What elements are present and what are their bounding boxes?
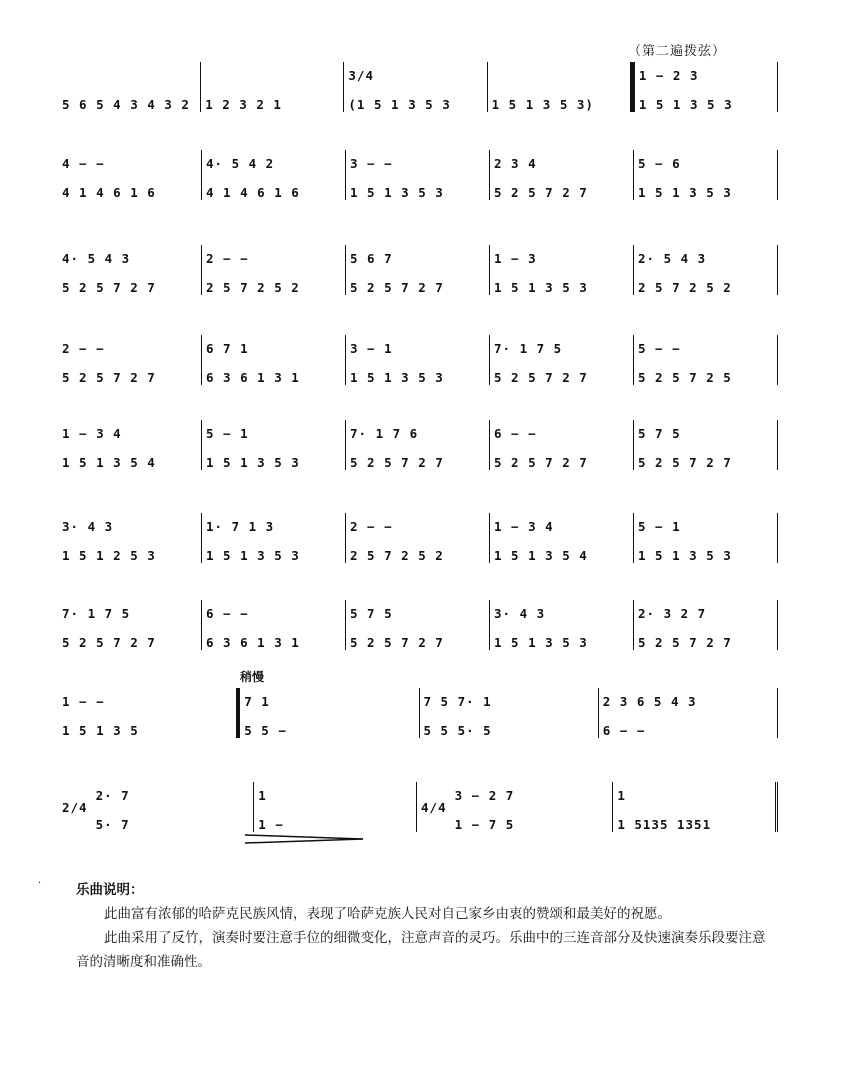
upper-voice: 3· 4 3 — [494, 606, 546, 621]
upper-voice: 1 − 2 3 — [638, 68, 699, 83]
lower-voice: 1 5 1 3 5 3) — [491, 97, 594, 112]
upper-voice — [62, 62, 196, 68]
measure — [58, 688, 240, 738]
lower-voice: 1 5 1 3 5 3 — [638, 548, 732, 563]
measure — [346, 513, 490, 563]
lower-voice: 2 5 7 2 5 2 — [638, 280, 732, 295]
measure — [634, 420, 778, 470]
lower-voice: 4 1 4 6 1 6 — [206, 185, 300, 200]
time-signature-value: 2/4 — [62, 799, 88, 815]
upper-voice — [205, 62, 339, 68]
tempo-mark: 稍慢 — [240, 670, 265, 684]
lower-voice: 5 2 5 7 2 7 — [62, 370, 156, 385]
upper-voice: 1 − 3 4 — [494, 519, 554, 534]
lower-voice: 5 2 5 7 2 7 — [494, 455, 588, 470]
lower-voice: 2 5 7 2 5 2 — [206, 280, 300, 295]
margin-mark: · — [38, 878, 42, 889]
lower-voice: 5 2 5 7 2 7 — [350, 455, 444, 470]
upper-voice: 5 6 7 — [350, 251, 393, 266]
upper-voice: 5 − 1 — [638, 519, 681, 534]
score-system — [58, 513, 778, 573]
score-system — [58, 688, 778, 748]
upper-voice: 2 − − — [62, 341, 105, 356]
measure — [490, 245, 634, 295]
measure — [58, 62, 201, 112]
upper-voice: 3 − − — [350, 156, 393, 171]
measure — [634, 513, 778, 563]
upper-voice: 4· 5 4 3 — [62, 251, 131, 266]
measure — [202, 245, 346, 295]
measure — [346, 150, 490, 200]
fermata-note: 1 — [258, 788, 267, 803]
lower-voice: 5 5 5· 5 — [423, 723, 492, 738]
upper-voice: 2· 5 4 3 — [638, 251, 707, 266]
upper-voice: 2 − − — [350, 519, 393, 534]
time-signature-value: 4/4 — [421, 799, 447, 815]
upper-voice: 1· 7 1 3 — [206, 519, 275, 534]
measure — [344, 62, 487, 112]
time-signature: 3/4 — [348, 68, 374, 83]
score-system — [58, 420, 778, 480]
lower-voice: 6 3 6 1 3 1 — [206, 370, 300, 385]
lower-voice: 1 5 1 3 5 3 — [206, 548, 300, 563]
measure — [488, 62, 631, 112]
upper-voice: 7· 1 7 5 — [62, 606, 131, 621]
lower-voice: 1 5 1 3 5 3 — [206, 455, 300, 470]
upper-voice: 4· 5 4 2 — [206, 156, 275, 171]
measure — [346, 600, 490, 650]
lower-voice: 1 5 1 3 5 4 — [494, 548, 588, 563]
score-system — [58, 600, 778, 660]
upper-voice: 3 − 1 — [350, 341, 393, 356]
description-paragraph: 此曲采用了反竹，演奏时要注意手位的细微变化，注意声音的灵巧。乐曲中的三连音部分及快速演奏乐段要注意音的清晰度和准确性。 — [76, 930, 766, 970]
upper-voice: 6 − − — [494, 426, 537, 441]
lower-voice: 5 2 5 7 2 7 — [494, 370, 588, 385]
upper-voice: 6 − − — [206, 606, 249, 621]
upper-voice: 6 7 1 — [206, 341, 249, 356]
time-signature — [417, 782, 451, 832]
lower-voice: 6 3 6 1 3 1 — [206, 635, 300, 650]
measure — [202, 150, 346, 200]
measure — [490, 600, 634, 650]
measure — [451, 782, 614, 832]
description-heading: 乐曲说明： — [76, 882, 144, 898]
score-system — [58, 245, 778, 305]
measure — [634, 335, 778, 385]
lower-voice: 4 1 4 6 1 6 — [62, 185, 156, 200]
lower-voice: 5 2 5 7 2 7 — [638, 455, 732, 470]
measure — [202, 420, 346, 470]
upper-voice: 4 − − — [62, 156, 105, 171]
lower-voice: 1 5 1 3 5 3 — [350, 185, 444, 200]
lower-voice: 1 2 3 2 1 — [205, 97, 282, 112]
pizzicato-annotation: （第二遍拨弦） — [628, 44, 727, 59]
measure — [490, 335, 634, 385]
measure — [58, 513, 202, 563]
lower-voice: 1 5 1 3 5 4 — [62, 455, 156, 470]
lower-voice: 2 5 7 2 5 2 — [350, 548, 444, 563]
description-paragraph: 此曲富有浓郁的哈萨克民族风情，表现了哈萨克族人民对自己家乡由衷的赞颂和最美好的祝愿。 — [104, 906, 671, 922]
upper-voice: 5 − 1 — [206, 426, 249, 441]
upper-voice: 3· 4 3 — [62, 519, 114, 534]
lower-voice: 6 − − — [602, 723, 646, 738]
upper-voice: 2 3 4 — [494, 156, 537, 171]
score-system — [58, 62, 778, 122]
measure — [490, 150, 634, 200]
measure — [490, 420, 634, 470]
measure — [254, 782, 417, 832]
upper-voice: 5 7 5 — [638, 426, 681, 441]
measure — [346, 420, 490, 470]
upper-voice: 5 − − — [638, 341, 681, 356]
lower-voice: 5 2 5 7 2 7 — [494, 185, 588, 200]
measure — [58, 600, 202, 650]
measure — [634, 150, 778, 200]
measure — [202, 600, 346, 650]
measure — [201, 62, 344, 112]
measure — [490, 513, 634, 563]
measure — [202, 335, 346, 385]
upper-voice: 5 7 5 — [350, 606, 393, 621]
lower-voice: 1 − 7 5 — [454, 817, 515, 832]
fermata-note: 1 — [617, 788, 626, 803]
lower-voice: 5· 7 — [95, 817, 130, 832]
upper-voice: 2 − − — [206, 251, 249, 266]
lower-voice: 1 5 1 3 5 3 — [638, 97, 733, 112]
piece-description — [76, 878, 776, 974]
decrescendo-hairpin — [245, 832, 363, 846]
upper-voice: 1 − 3 — [494, 251, 537, 266]
lower-voice: 1 5 1 3 5 3 — [494, 635, 588, 650]
upper-voice: 2 3 6 5 4 3 — [602, 694, 697, 709]
upper-voice: 7· 1 7 5 — [494, 341, 563, 356]
measure — [346, 335, 490, 385]
final-measure — [613, 782, 778, 832]
upper-voice: 1 − 3 4 — [62, 426, 122, 441]
lower-voice: 1 5 1 3 5 3 — [350, 370, 444, 385]
lower-voice: 5 5 − — [244, 723, 287, 738]
measure — [240, 688, 419, 738]
upper-voice: 1 − − — [62, 694, 105, 709]
measure — [58, 245, 202, 295]
measure — [634, 245, 778, 295]
measure — [92, 782, 255, 832]
lower-voice: 1 − — [258, 817, 284, 832]
upper-voice: 7 5 7· 1 — [423, 694, 492, 709]
lower-voice: 1 5 1 2 5 3 — [62, 548, 156, 563]
lower-voice: 5 2 5 7 2 7 — [638, 635, 732, 650]
measure — [599, 688, 778, 738]
upper-voice: 2· 7 — [95, 788, 130, 803]
upper-voice: 3 − 2 7 — [454, 788, 515, 803]
upper-voice: 5 − 6 — [638, 156, 681, 171]
upper-voice: 2· 3 2 7 — [638, 606, 707, 621]
upper-voice: 7· 1 7 6 — [350, 426, 419, 441]
measure — [634, 600, 778, 650]
measure — [58, 420, 202, 470]
measure — [420, 688, 599, 738]
lower-voice: 5 6 5 4 3 4 3 2 — [62, 97, 190, 112]
lower-voice: 1 5 1 3 5 3 — [638, 185, 732, 200]
measure — [58, 335, 202, 385]
score-system — [58, 150, 778, 210]
lower-voice: 1 5 1 3 5 — [62, 723, 139, 738]
lower-voice: (1 5 1 3 5 3 — [348, 97, 451, 112]
upper-voice — [492, 62, 626, 68]
time-signature — [58, 782, 92, 832]
lower-voice: 5 2 5 7 2 7 — [62, 280, 156, 295]
lower-voice: 5 2 5 7 2 7 — [62, 635, 156, 650]
measure — [631, 62, 778, 112]
lower-voice: 5 2 5 7 2 7 — [350, 280, 444, 295]
lower-voice: 5 2 5 7 2 7 — [350, 635, 444, 650]
measure — [58, 150, 202, 200]
upper-voice: 7 1 — [244, 694, 270, 709]
score-system — [58, 335, 778, 395]
measure — [202, 513, 346, 563]
lower-voice: 1 5 1 3 5 3 — [494, 280, 588, 295]
measure — [346, 245, 490, 295]
score-system — [58, 782, 778, 842]
lower-voice: 5 2 5 7 2 5 — [638, 370, 732, 385]
lower-voice: 1 5135 1351 — [617, 817, 712, 832]
